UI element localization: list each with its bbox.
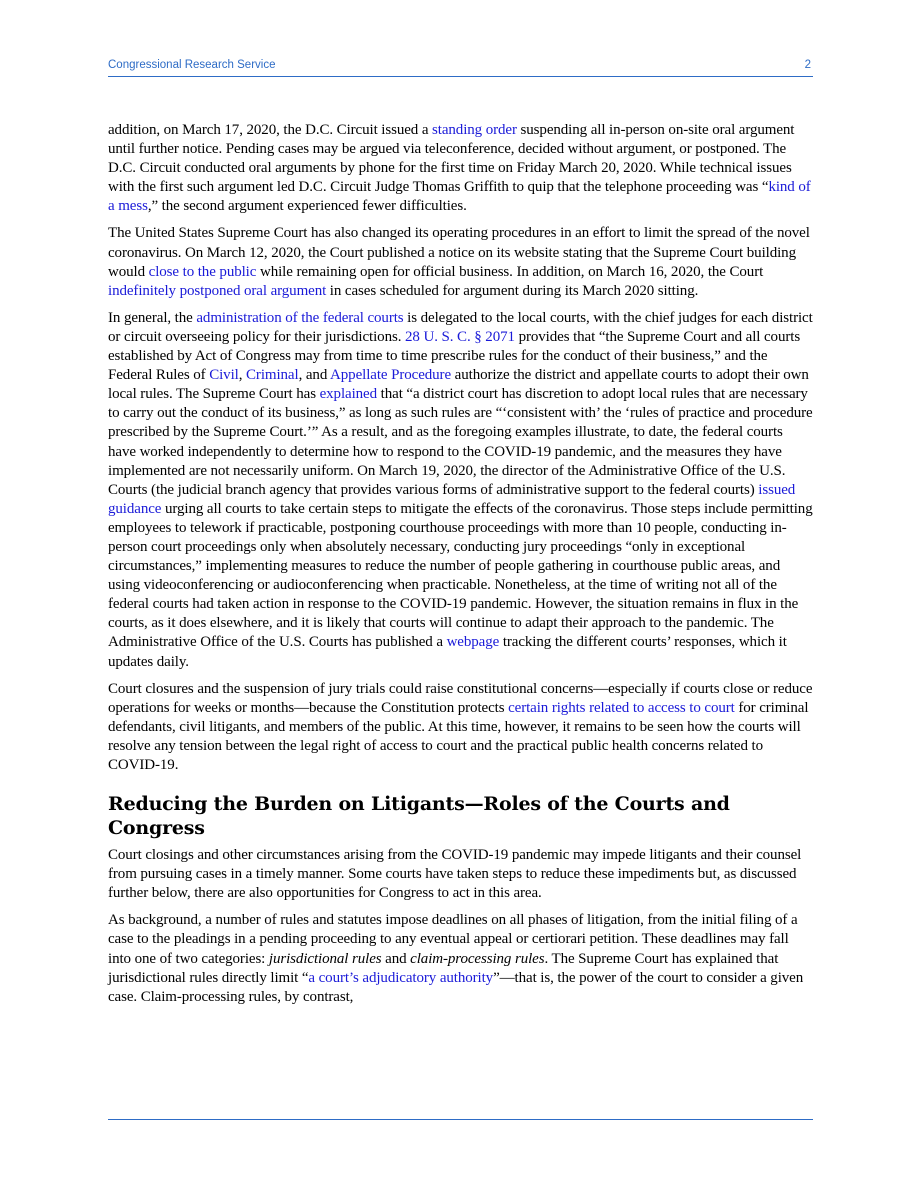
link-access-to-court[interactable]: certain rights related to access to court bbox=[508, 699, 735, 716]
text: that “a district court has discretion to adopt local rules that are necessary to carry out the conduct of its business,” as long as such rules are “‘consistent with’ the ‘rules of practice and procedure prescribed by the Supreme Court.’” As a result, and as the foregoing examples illustrate, to date, the federal courts have worked independently to determine how to respond to the COVID-19 pandemic, and the measures they have implemented are not necessarily uniform. On March 19, 2020, the director of the Administrative Office of the U.S. Courts (the judicial branch agency that provides various forms of administrative support to the federal courts) bbox=[108, 386, 813, 498]
text: In general, the bbox=[108, 309, 197, 326]
text: , bbox=[238, 367, 247, 384]
paragraph-administration bbox=[108, 309, 813, 672]
link-explained[interactable]: explained bbox=[319, 386, 378, 403]
term-claim-processing-rules: claim-processing rules bbox=[410, 950, 545, 967]
text: . The Supreme Court has explained that jurisdictional rules directly limit “ bbox=[108, 950, 779, 986]
link-criminal[interactable]: Criminal bbox=[246, 367, 299, 384]
paragraph-supreme-court bbox=[108, 224, 813, 300]
text: suspending all in-person on-site oral argument until further notice. Pending cases may be argued via teleconference, decided without argument, or postponed. The D.C. Circuit conducted oral arguments by phone for the first time on Friday March 20, 2020. While technical issues with the first such argument led D.C. Circuit Judge Thomas Griffith to quip that the telephone proceeding was “ bbox=[108, 122, 795, 196]
text: ”—that is, the power of the court to consider a given case. Claim-processing rules, by contrast, bbox=[108, 969, 804, 1005]
header-org: Congressional Research Service bbox=[108, 59, 276, 71]
link-issued-guidance[interactable]: issued guidance bbox=[108, 481, 796, 517]
text: ,” the second argument experienced fewer difficulties. bbox=[147, 198, 467, 215]
link-close-to-public[interactable]: close to the public bbox=[148, 263, 257, 280]
text: in cases scheduled for argument during its March 2020 sitting. bbox=[326, 282, 699, 299]
paragraph-court-closings bbox=[108, 846, 813, 903]
paragraph-constitutional-concerns bbox=[108, 680, 813, 775]
term-jurisdictional-rules: jurisdictional rules bbox=[268, 950, 382, 967]
section-heading: Reducing the Burden on Litigants—Roles of the Courts and Congress bbox=[108, 793, 730, 840]
text: tracking the different courts’ responses, which it updates daily. bbox=[108, 634, 787, 670]
text: while remaining open for official business. In addition, on March 16, 2020, the Court bbox=[256, 263, 764, 280]
link-28-usc-2071[interactable]: 28 U. S. C. § 2071 bbox=[405, 328, 515, 345]
text: provides that “the Supreme Court and all courts established by Act of Congress may from time to time prescribe rules for the conduct of their business,” and the Federal Rules of bbox=[108, 328, 801, 384]
link-administration-federal-courts[interactable]: administration of the federal courts bbox=[196, 309, 404, 326]
link-webpage[interactable]: webpage bbox=[446, 634, 500, 651]
page-number: 2 bbox=[804, 59, 811, 71]
link-appellate-procedure[interactable]: Appellate Procedure bbox=[330, 367, 452, 384]
paragraph-dc-circuit bbox=[108, 121, 813, 216]
footer-divider bbox=[108, 1119, 813, 1120]
link-civil[interactable]: Civil bbox=[209, 367, 239, 384]
text: authorize the district and appellate courts to adopt their own local rules. The Supreme Court has bbox=[108, 367, 809, 403]
text: , and bbox=[298, 367, 331, 384]
text: urging all courts to take certain steps to mitigate the effects of the coronavirus. Those steps include permitting employees to telework if practicable, postponing courthouse proceedings with more than 10 people, conducting in-person court proceedings only when absolutely necessary, conducting jury proceedings “only in exceptional circumstances,” implementing measures to reduce the number of people gathering in courthouse public areas, and using videoconferencing or audioconferencing when practicable. Nonetheless, at the time of writing not all of the federal courts had taken action in response to the COVID-19 pandemic. However, the situation remains in flux in the courts, as it does elsewhere, and it is likely that courts will continue to adapt their approach to the pandemic. The Administrative Office of the U.S. Courts has published a bbox=[108, 500, 813, 651]
running-header bbox=[108, 58, 813, 77]
text: Court closings and other circumstances arising from the COVID-19 pandemic may impede litigants and their counsel from pursuing cases in a timely manner. Some courts have taken steps to reduce these impediments but, as discussed further below, there are also opportunities for Congress to act in this area. bbox=[108, 847, 802, 902]
text: for criminal defendants, civil litigants, and members of the public. At this time, however, it remains to be seen how the courts will resolve any tension between the legal right of access to court and the practical public health concerns related to COVID-19. bbox=[108, 699, 809, 773]
document-body bbox=[108, 121, 813, 1015]
text: Court closures and the suspension of jury trials could raise constitutional concerns—especially if courts close or reduce operations for weeks or months—because the Constitution protects bbox=[108, 680, 813, 716]
link-postponed-oral-argument[interactable]: indefinitely postponed oral argument bbox=[108, 282, 327, 299]
text: addition, on March 17, 2020, the D.C. Circuit issued a bbox=[108, 122, 433, 138]
paragraph-deadlines bbox=[108, 911, 813, 1006]
link-adjudicatory-authority[interactable]: a court’s adjudicatory authority bbox=[308, 969, 494, 986]
text: is delegated to the local courts, with the chief judges for each district or circuit overseeing policy for their jurisdictions. bbox=[108, 309, 813, 345]
text: The United States Supreme Court has also changed its operating procedures in an effort to limit the spread of the novel coronavirus. On March 12, 2020, the Court published a notice on its website stating that the Supreme Court building would bbox=[108, 225, 810, 280]
text: As background, a number of rules and statutes impose deadlines on all phases of litigation, from the initial filing of a case to the pleadings in a pending proceeding to any eventual appeal or certiorari petition. These deadlines may fall into one of two categories: bbox=[108, 912, 798, 967]
link-kind-of-a-mess[interactable]: kind of a mess bbox=[108, 179, 811, 215]
link-standing-order[interactable]: standing order bbox=[432, 122, 517, 138]
text: and bbox=[381, 950, 411, 967]
